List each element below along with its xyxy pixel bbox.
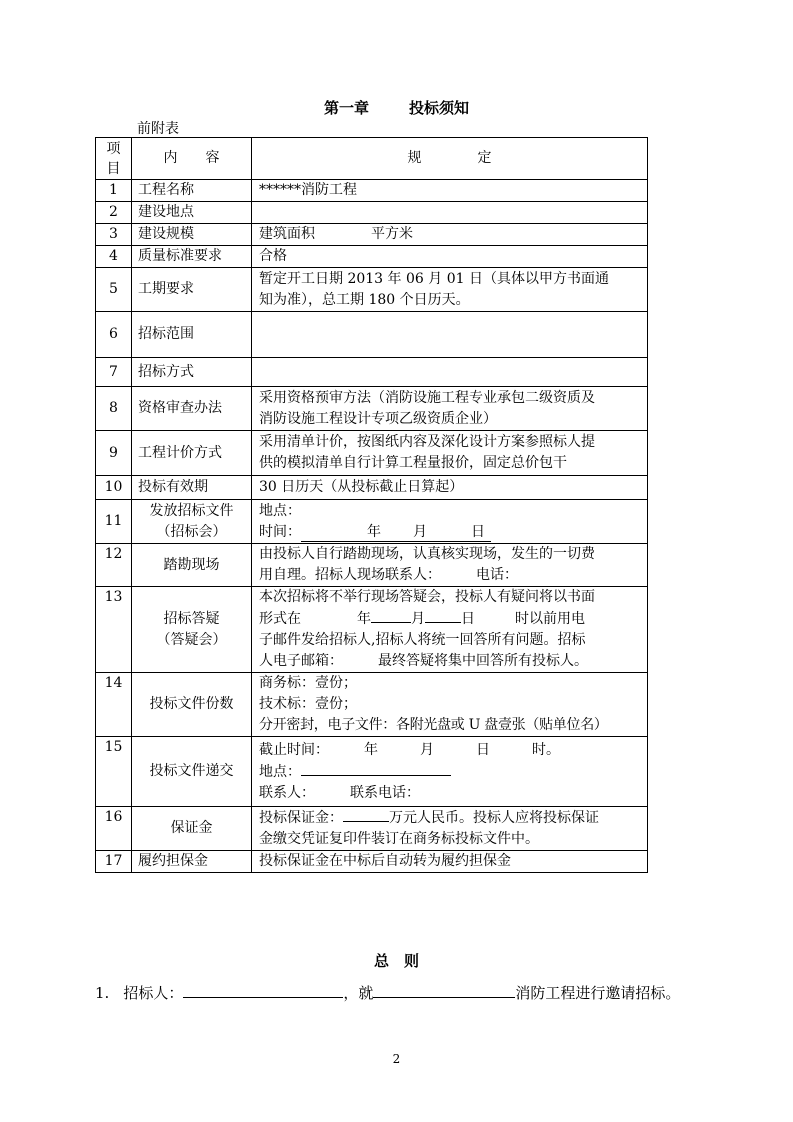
row-item: 投标有效期 — [132, 476, 252, 500]
row-num: 7 — [96, 358, 132, 387]
row-rule: 合格 — [252, 246, 648, 268]
table-row — [96, 544, 648, 587]
row-rule: 采用资格预审方法（消防设施工程专业承包二级资质及 消防设施工程设计专项乙级资质企业） — [252, 387, 648, 431]
row-num: 13 — [96, 587, 132, 673]
row-rule: 本次招标将不举行现场答疑会，投标人有疑问将以书面 形式在 年 月 日 时以前用电 子邮件发给招标人,招标人将统一回答所有问题。招标 人电子邮箱： 最终答疑将集中回答所有投标人。 — [252, 587, 648, 673]
row-num: 17 — [96, 851, 132, 873]
row-num: 2 — [96, 202, 132, 224]
row-rule: 投标保证金在中标后自动转为履约担保金 — [252, 851, 648, 873]
chapter-number: 第一章 — [323, 99, 369, 117]
table-row — [96, 500, 648, 544]
row-num: 16 — [96, 807, 132, 851]
table-header-row — [96, 138, 648, 180]
table-row — [96, 587, 648, 673]
row-rule — [252, 358, 648, 387]
row-item: 招标答疑 （答疑会） — [132, 587, 252, 673]
row-item: 资格审查办法 — [132, 387, 252, 431]
table-row — [96, 476, 648, 500]
row-item: 招标方式 — [132, 358, 252, 387]
row-item: 保证金 — [132, 807, 252, 851]
row-num: 12 — [96, 544, 132, 587]
row-item: 建设规模 — [132, 224, 252, 246]
table-row — [96, 673, 648, 737]
row-num: 14 — [96, 673, 132, 737]
table-row — [96, 807, 648, 851]
row-rule: ******消防工程 — [252, 180, 648, 202]
table-row — [96, 268, 648, 312]
general-para-1: 1. 招标人： ，就 消防工程进行邀请招标。 — [95, 984, 681, 1002]
table-row — [96, 737, 648, 807]
row-rule — [252, 202, 648, 224]
table-row — [96, 312, 648, 358]
row-num: 5 — [96, 268, 132, 312]
chapter-name: 投标须知 — [409, 99, 470, 117]
row-item: 招标范围 — [132, 312, 252, 358]
row-num: 15 — [96, 737, 132, 807]
front-table — [95, 137, 648, 873]
row-item: 工程名称 — [132, 180, 252, 202]
row-rule: 采用清单计价，按图纸内容及深化设计方案参照标人提 供的模拟清单自行计算工程量报价，固定总价包干 — [252, 431, 648, 476]
row-rule: 30 日历天（从投标截止日算起） — [252, 476, 648, 500]
row-num: 8 — [96, 387, 132, 431]
row-rule: 投标保证金： 万元人民币。投标人应将投标保证 金缴交凭证复印件装订在商务标投标文件中。 — [252, 807, 648, 851]
row-item: 投标文件份数 — [132, 673, 252, 737]
row-rule: 商务标：壹份； 技术标：壹份； 分开密封，电子文件：各附光盘或 U 盘壹张（贴单位名） — [252, 673, 648, 737]
row-rule: 地点： 时间： 年 月 日 — [252, 500, 648, 544]
row-rule: 暂定开工日期 2013 年 06 月 01 日（具体以甲方书面通 知为准），总工期 180 个日历天。 — [252, 268, 648, 312]
table-row — [96, 246, 648, 268]
chapter-title — [0, 97, 793, 118]
row-rule: 截止时间： 年 月 日 时。 地点： 联系人： 联系电话： — [252, 737, 648, 807]
table-row — [96, 202, 648, 224]
row-num: 4 — [96, 246, 132, 268]
row-item: 踏勘现场 — [132, 544, 252, 587]
table-row — [96, 224, 648, 246]
row-num: 10 — [96, 476, 132, 500]
page-number: 2 — [392, 1052, 401, 1066]
row-item: 质量标准要求 — [132, 246, 252, 268]
general-title: 总 则 — [373, 952, 419, 970]
row-item: 发放招标文件 （招标会） — [132, 500, 252, 544]
table-row — [96, 180, 648, 202]
table-row — [96, 431, 648, 476]
table-row — [96, 851, 648, 873]
row-item: 履约担保金 — [132, 851, 252, 873]
row-num: 6 — [96, 312, 132, 358]
header-item: 内 容 — [132, 138, 252, 180]
row-item: 投标文件递交 — [132, 737, 252, 807]
front-table-label: 前附表 — [137, 121, 179, 137]
table-row — [96, 358, 648, 387]
row-num: 9 — [96, 431, 132, 476]
row-num: 11 — [96, 500, 132, 544]
row-rule: 由投标人自行踏勘现场，认真核实现场，发生的一切费 用自理。招标人现场联系人： 电话： — [252, 544, 648, 587]
row-item: 工程计价方式 — [132, 431, 252, 476]
row-rule: 建筑面积 平方米 — [252, 224, 648, 246]
table-row — [96, 387, 648, 431]
header-rule: 规 定 — [252, 138, 648, 180]
row-rule — [252, 312, 648, 358]
row-item: 工期要求 — [132, 268, 252, 312]
header-num: 项目 — [96, 138, 132, 180]
row-num: 3 — [96, 224, 132, 246]
row-item: 建设地点 — [132, 202, 252, 224]
row-num: 1 — [96, 180, 132, 202]
